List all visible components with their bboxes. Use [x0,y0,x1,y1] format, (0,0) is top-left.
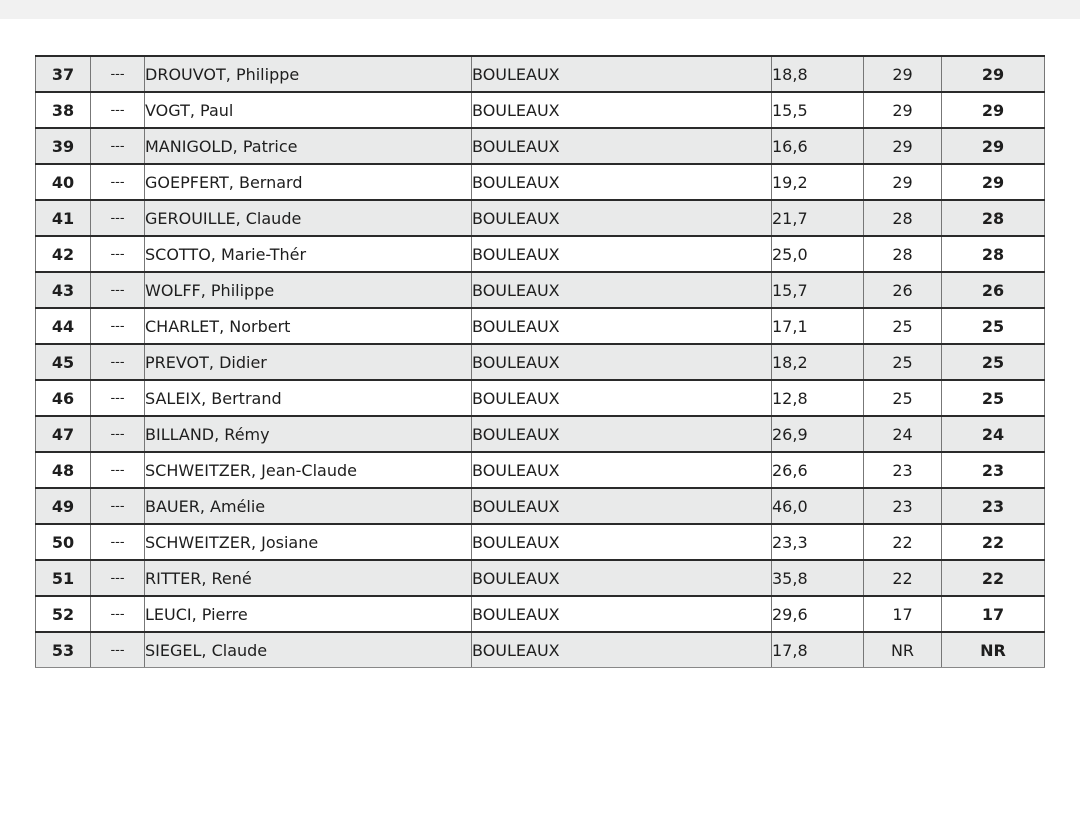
player-name-cell: BILLAND, Rémy [145,416,472,452]
rank-cell: 45 [36,344,91,380]
club-cell: BOULEAUX [472,56,772,92]
club-cell: BOULEAUX [472,272,772,308]
rank-cell: 43 [36,272,91,308]
player-name-cell: BAUER, Amélie [145,488,472,524]
status-cell: --- [91,344,145,380]
club-cell: BOULEAUX [472,488,772,524]
status-cell: --- [91,524,145,560]
rank-cell: 40 [36,164,91,200]
handicap-cell: 17,8 [772,632,864,668]
table-row [36,452,1045,488]
total-score-cell: 25 [942,344,1045,380]
rank-cell: 53 [36,632,91,668]
player-name-cell: MANIGOLD, Patrice [145,128,472,164]
status-cell: --- [91,380,145,416]
score-cell: 22 [864,560,942,596]
table-row [36,416,1045,452]
score-cell: NR [864,632,942,668]
score-cell: 29 [864,92,942,128]
player-name-cell: DROUVOT, Philippe [145,56,472,92]
total-score-cell: 17 [942,596,1045,632]
handicap-cell: 18,8 [772,56,864,92]
table-row [36,236,1045,272]
status-cell: --- [91,560,145,596]
handicap-cell: 15,5 [772,92,864,128]
score-cell: 25 [864,308,942,344]
total-score-cell: 23 [942,488,1045,524]
rank-cell: 50 [36,524,91,560]
table-row [36,128,1045,164]
table-row [36,380,1045,416]
score-cell: 24 [864,416,942,452]
club-cell: BOULEAUX [472,164,772,200]
results-table-body [36,56,1045,668]
score-cell: 23 [864,452,942,488]
club-cell: BOULEAUX [472,344,772,380]
handicap-cell: 17,1 [772,308,864,344]
total-score-cell: 22 [942,524,1045,560]
table-row [36,632,1045,668]
status-cell: --- [91,164,145,200]
player-name-cell: PREVOT, Didier [145,344,472,380]
club-cell: BOULEAUX [472,92,772,128]
status-cell: --- [91,596,145,632]
status-cell: --- [91,56,145,92]
total-score-cell: 25 [942,380,1045,416]
rank-cell: 48 [36,452,91,488]
player-name-cell: SALEIX, Bertrand [145,380,472,416]
table-row [36,56,1045,92]
handicap-cell: 18,2 [772,344,864,380]
score-cell: 29 [864,56,942,92]
handicap-cell: 16,6 [772,128,864,164]
table-row [36,524,1045,560]
rank-cell: 44 [36,308,91,344]
total-score-cell: 23 [942,452,1045,488]
total-score-cell: 26 [942,272,1045,308]
handicap-cell: 21,7 [772,200,864,236]
total-score-cell: 29 [942,164,1045,200]
player-name-cell: GEROUILLE, Claude [145,200,472,236]
score-cell: 23 [864,488,942,524]
status-cell: --- [91,272,145,308]
table-row [36,596,1045,632]
handicap-cell: 19,2 [772,164,864,200]
club-cell: BOULEAUX [472,416,772,452]
club-cell: BOULEAUX [472,524,772,560]
results-table [35,55,1045,668]
score-cell: 28 [864,200,942,236]
status-cell: --- [91,236,145,272]
club-cell: BOULEAUX [472,560,772,596]
score-cell: 29 [864,128,942,164]
total-score-cell: 29 [942,128,1045,164]
total-score-cell: 29 [942,56,1045,92]
total-score-cell: NR [942,632,1045,668]
player-name-cell: VOGT, Paul [145,92,472,128]
rank-cell: 51 [36,560,91,596]
rank-cell: 46 [36,380,91,416]
status-cell: --- [91,452,145,488]
handicap-cell: 26,6 [772,452,864,488]
table-row [36,560,1045,596]
score-cell: 17 [864,596,942,632]
club-cell: BOULEAUX [472,452,772,488]
status-cell: --- [91,128,145,164]
rank-cell: 37 [36,56,91,92]
total-score-cell: 25 [942,308,1045,344]
table-row [36,308,1045,344]
total-score-cell: 22 [942,560,1045,596]
status-cell: --- [91,632,145,668]
rank-cell: 39 [36,128,91,164]
table-row [36,200,1045,236]
total-score-cell: 28 [942,236,1045,272]
rank-cell: 38 [36,92,91,128]
total-score-cell: 28 [942,200,1045,236]
rank-cell: 52 [36,596,91,632]
handicap-cell: 23,3 [772,524,864,560]
player-name-cell: GOEPFERT, Bernard [145,164,472,200]
status-cell: --- [91,200,145,236]
table-row [36,344,1045,380]
score-cell: 29 [864,164,942,200]
player-name-cell: CHARLET, Norbert [145,308,472,344]
club-cell: BOULEAUX [472,308,772,344]
rank-cell: 41 [36,200,91,236]
handicap-cell: 25,0 [772,236,864,272]
table-row [36,92,1045,128]
score-cell: 22 [864,524,942,560]
top-bar [0,0,1080,19]
club-cell: BOULEAUX [472,236,772,272]
rank-cell: 49 [36,488,91,524]
club-cell: BOULEAUX [472,200,772,236]
score-cell: 26 [864,272,942,308]
status-cell: --- [91,308,145,344]
player-name-cell: SCHWEITZER, Josiane [145,524,472,560]
status-cell: --- [91,92,145,128]
score-cell: 28 [864,236,942,272]
player-name-cell: SCHWEITZER, Jean-Claude [145,452,472,488]
rank-cell: 47 [36,416,91,452]
club-cell: BOULEAUX [472,128,772,164]
player-name-cell: LEUCI, Pierre [145,596,472,632]
player-name-cell: SCOTTO, Marie-Thér [145,236,472,272]
club-cell: BOULEAUX [472,596,772,632]
score-cell: 25 [864,380,942,416]
score-cell: 25 [864,344,942,380]
handicap-cell: 35,8 [772,560,864,596]
handicap-cell: 26,9 [772,416,864,452]
handicap-cell: 29,6 [772,596,864,632]
total-score-cell: 29 [942,92,1045,128]
player-name-cell: SIEGEL, Claude [145,632,472,668]
handicap-cell: 46,0 [772,488,864,524]
club-cell: BOULEAUX [472,380,772,416]
table-row [36,272,1045,308]
table-row [36,488,1045,524]
player-name-cell: WOLFF, Philippe [145,272,472,308]
total-score-cell: 24 [942,416,1045,452]
table-row [36,164,1045,200]
rank-cell: 42 [36,236,91,272]
player-name-cell: RITTER, René [145,560,472,596]
handicap-cell: 15,7 [772,272,864,308]
club-cell: BOULEAUX [472,632,772,668]
status-cell: --- [91,488,145,524]
status-cell: --- [91,416,145,452]
handicap-cell: 12,8 [772,380,864,416]
